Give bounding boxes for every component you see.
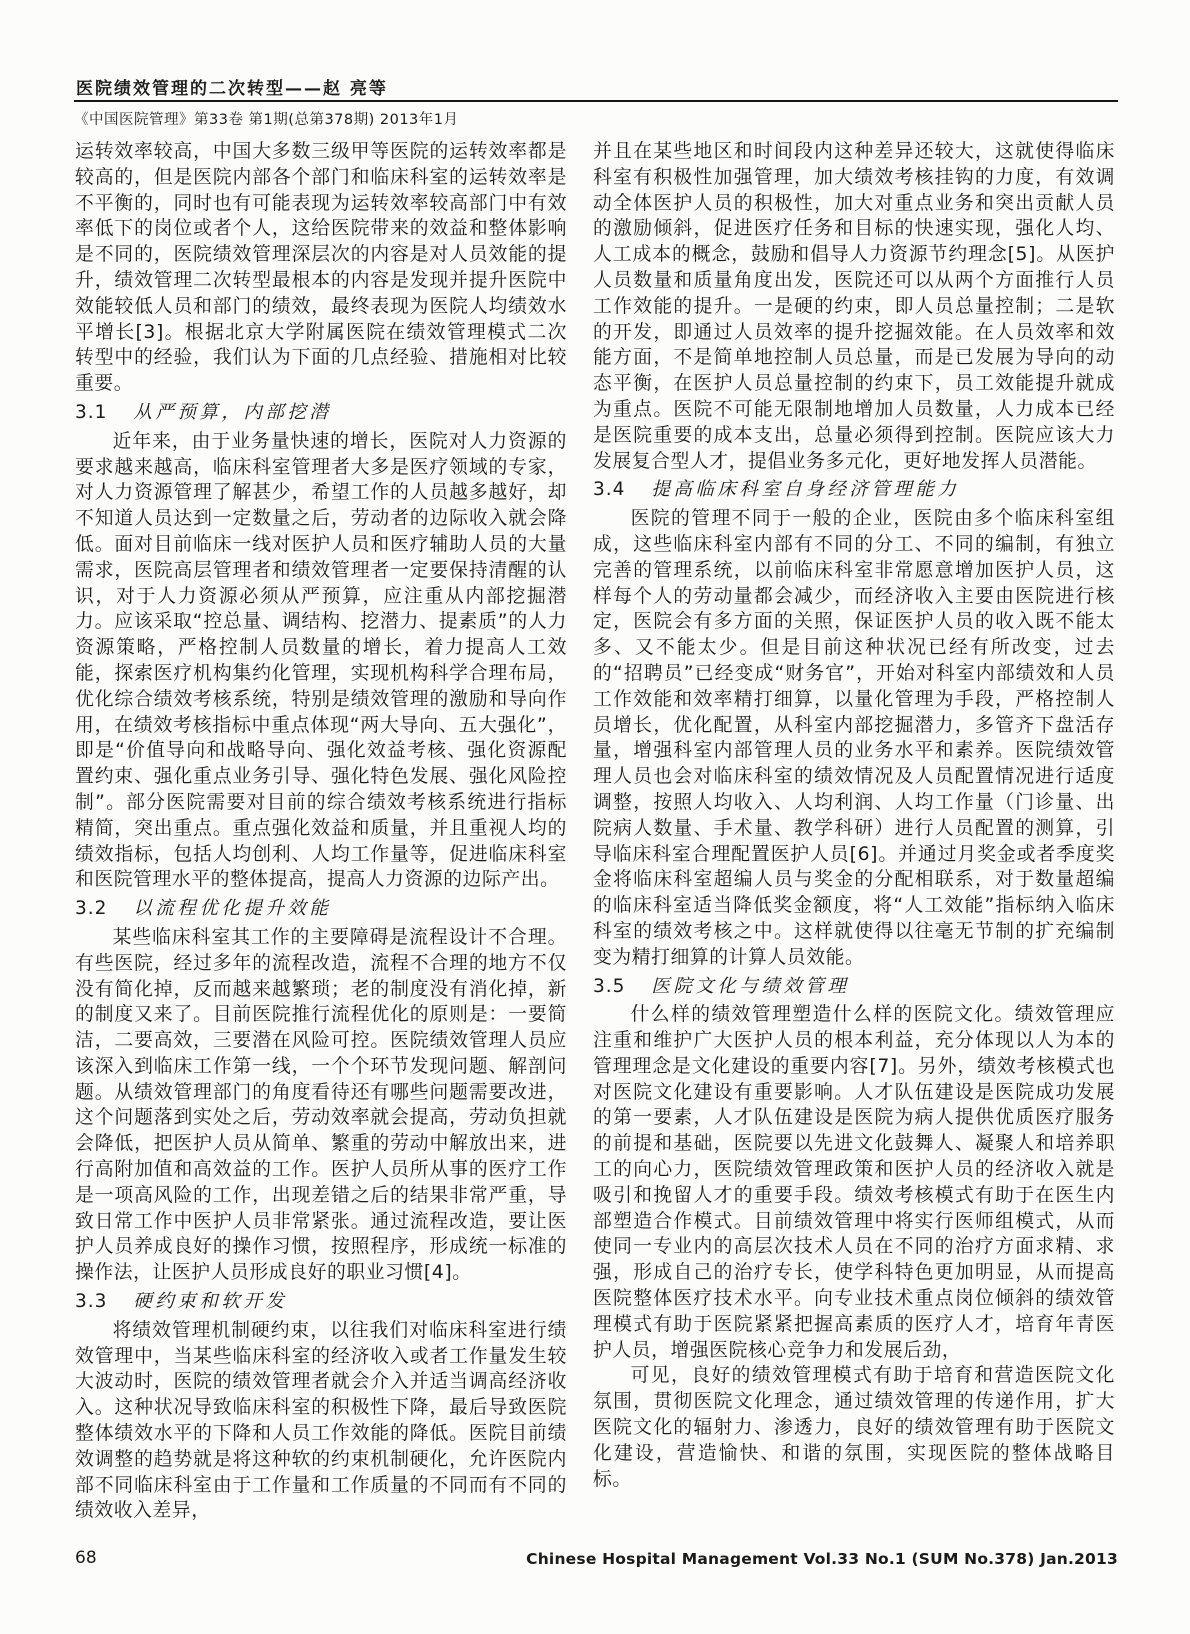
section-title: 提高临床科室自身经济管理能力 xyxy=(651,479,960,501)
section-number: 3.2 xyxy=(75,898,108,920)
section-heading-3-1 xyxy=(75,400,567,426)
section-title: 从严预算，内部挖潜 xyxy=(133,401,332,423)
paragraph: 某些临床科室其工作的主要障碍是流程设计不合理。有些医院，经过多年的流程改造，流程不合理的地方不仅没有简化掉，反而越来越繁琐；老的制度没有消化掉，新的制度又来了。目前医院推行流程优化的原则是：一要简洁，二要高效，三要潜在风险可控。医院绩效管理人员应该深入到临床工作第一线，一个个环节发现问题、解剖问题。从绩效管理部门的角度看待还有哪些问题需要改进，这个问题落到实处之后，劳动效率就会提高，劳动负担就会降低，把医护人员从简单、繁重的劳动中解放出来，进行高附加值和高效益的工作。医护人员所从事的医疗工作是一项高风险的工作，出现差错之后的结果非常严重，导致日常工作中医护人员非常紧张。通过流程改造，要让医护人员养成良好的操作习惯，按照程序，形成统一标准的操作法，让医护人员形成良好的职业习惯[4]。 xyxy=(75,926,567,1284)
left-column xyxy=(75,139,567,1524)
section-number: 3.5 xyxy=(593,975,626,997)
section-heading-3-5 xyxy=(593,974,1115,1000)
right-column xyxy=(593,139,1115,1492)
section-heading-3-2 xyxy=(75,896,567,922)
paragraph: 可见，良好的绩效管理模式有助于培育和营造医院文化氛围，贯彻医院文化理念，通过绩效管理的传递作用，扩大医院文化的辐射力、渗透力，良好的绩效管理有助于医院文化建设，营造愉快、和谐的氛围，实现医院的整体战略目标。 xyxy=(593,1365,1115,1490)
section-title: 硬约束和软开发 xyxy=(133,1291,288,1313)
footer-citation: Chinese Hospital Management Vol.33 No.1 (SUM No.378) Jan.2013 xyxy=(526,1550,1118,1568)
journal-info: 《中国医院管理》第33卷 第1期(总第378期) 2013年1月 xyxy=(74,112,459,128)
paragraph: 近年来，由于业务量快速的增长，医院对人力资源的要求越来越高，临床科室管理者大多是医疗领域的专家，对人力资源管理了解甚少，希望工作的人员越多越好，却不知道人员达到一定数量之后，劳动者的边际收入就会降低。面对目前临床一线对医护人员和医疗辅助人员的大量需求，医院高层管理者和绩效管理者一定要保持清醒的认识，对于人力资源必须从严预算，应注重从内部挖掘潜力。应该采取“控总量、调结构、挖潜力、提素质”的人力资源策略，严格控制人员数量的增长，着力提高人工效能，探索医疗机构集约化管理，实现机构科学合理布局，优化综合绩效考核系统，特别是绩效管理的激励和导向作用，在绩效考核指标中重点体现“两大导向、五大强化”，即是“价值导向和战略导向、强化效益考核、强化资源配置约束、强化重点业务引导、强化特色发展、强化风险控制”。部分医院需要对目前的综合绩效考核系统进行指标精简，突出重点。重点强化效益和质量，并且重视人均的绩效指标，包括人均创利、人均工作量等，促进临床科室和医院管理水平的整体提高，提高人力资源的边际产出。 xyxy=(75,430,567,891)
paragraph: 什么样的绩效管理塑造什么样的医院文化。绩效管理应注重和维护广大医护人员的根本利益，充分体现以人为本的管理理念是文化建设的重要内容[7]。另外，绩效考核模式也对医院文化建设有重要影响。人才队伍建设是医院成功发展的第一要素，人才队伍建设是医院为病人提供优质医疗服务的前提和基础，医院要以先进文化鼓舞人、凝聚人和培养职工的向心力，医院绩效管理政策和医护人员的经济收入就是吸引和挽留人才的重要手段。绩效考核模式有助于在医生内部塑造合作模式。目前绩效管理中将实行医师组模式，从而使同一专业内的高层次技术人员在不同的治疗方面求精、求强，形成自己的治疗专长，使学科特色更加明显，从而提高医院整体医疗技术水平。向专业技术重点岗位倾斜的绩效管理模式有助于医院紧紧把握高素质的医疗人才，培育年青医护人员，增强医院核心竞争力和发展后劲， xyxy=(593,1004,1115,1361)
section-heading-3-4 xyxy=(593,477,1115,503)
section-number: 3.3 xyxy=(75,1291,108,1313)
section-heading-3-3 xyxy=(75,1289,567,1315)
paragraph-continuation: 并且在某些地区和时间段内这种差异还较大，这就使得临床科室有积极性加强管理，加大绩效考核挂钩的力度，有效调动全体医护人员的积极性，加大对重点业务和突出贡献人员的激励倾斜，促进医疗任务和目标的快速实现，强化人均、人工成本的概念，鼓励和倡导人力资源节约理念[5]。从医护人员数量和质量角度出发，医院还可以从两个方面推行人员工作效能的提升。一是硬的约束，即人员总量控制；二是软的开发，即通过人员效率的提升挖掘效能。在人员效率和效能方面，不是简单地控制人员总量，而是已发展为导向的动态平衡，在医护人员总量控制的约束下，员工效能提升就成为重点。医院不可能无限制地增加人员数量，人力成本已经是医院重要的成本支出，总量必须得到控制。医院应该大力发展复合型人才，提倡业务多元化，更好地发挥人员潜能。 xyxy=(593,141,1115,472)
section-title: 医院文化与绩效管理 xyxy=(651,975,850,997)
paragraph: 将绩效管理机制硬约束，以往我们对临床科室进行绩效管理中，当某些临床科室的经济收入或者工作量发生较大波动时，医院的绩效管理者就会介入并适当调高经济收入。这种状况导致临床科室的积极性下降，最后导致医院整体绩效水平的下降和人员工作效能的降低。医院目前绩效调整的趋势就是将这种软的约束机制硬化，允许医院内部不同临床科室由于工作量和工作质量的不同而有不同的绩效收入差异， xyxy=(75,1319,567,1522)
running-title: 医院绩效管理的二次转型——赵 亮等 xyxy=(76,79,388,99)
header-divider xyxy=(74,100,1118,102)
section-number: 3.1 xyxy=(75,401,108,423)
paragraph-continuation: 运转效率较高，中国大多数三级甲等医院的运转效率都是较高的，但是医院内部各个部门和临床科室的运转效率是不平衡的，同时也有可能表现为运转效率较高部门中有效率低下的岗位或者个人，这给医院带来的效益和整体影响是不同的，医院绩效管理深层次的内容是对人员效能的提升，绩效管理二次转型最根本的内容是发现并提升医院中效能较低人员和部门的绩效，最终表现为医院人均绩效水平增长[3]。根据北京大学附属医院在绩效管理模式二次转型中的经验，我们认为下面的几点经验、措施相对比较重要。 xyxy=(75,141,567,395)
page-number: 68 xyxy=(75,1548,97,1568)
section-title: 以流程优化提升效能 xyxy=(133,898,332,920)
section-number: 3.4 xyxy=(593,479,626,501)
paragraph: 医院的管理不同于一般的企业，医院由多个临床科室组成，这些临床科室内部有不同的分工、不同的编制，有独立完善的管理系统，以前临床科室非常愿意增加医护人员，这样每个人的劳动量都会减少，而经济收入主要由医院进行核定，医院会有多方面的关照，保证医护人员的收入既不能太多、又不能太少。但是目前这种状况已经有所改变，过去的“招聘员”已经变成“财务官”，开始对科室内部绩效和人员工作效能和效率精打细算，以量化管理为手段，严格控制人员增长，优化配置，从科室内部挖掘潜力，多管齐下盘活存量，增强科室内部管理人员的业务水平和素养。医院绩效管理人员也会对临床科室的绩效情况及人员配置情况进行适度调整，按照人均收入、人均利润、人均工作量（门诊量、出院病人数量、手术量、教学科研）进行人员配置的测算，引导临床科室合理配置医护人员[6]。并通过月奖金或者季度奖金将临床科室超编人员与奖金的分配相联系，对于数量超编的临床科室适当降低奖金额度，将“人工效能”指标纳入临床科室的绩效考核之中。这样就使得以往毫无节制的扩充编制变为精打细算的计算人员效能。 xyxy=(593,508,1115,968)
